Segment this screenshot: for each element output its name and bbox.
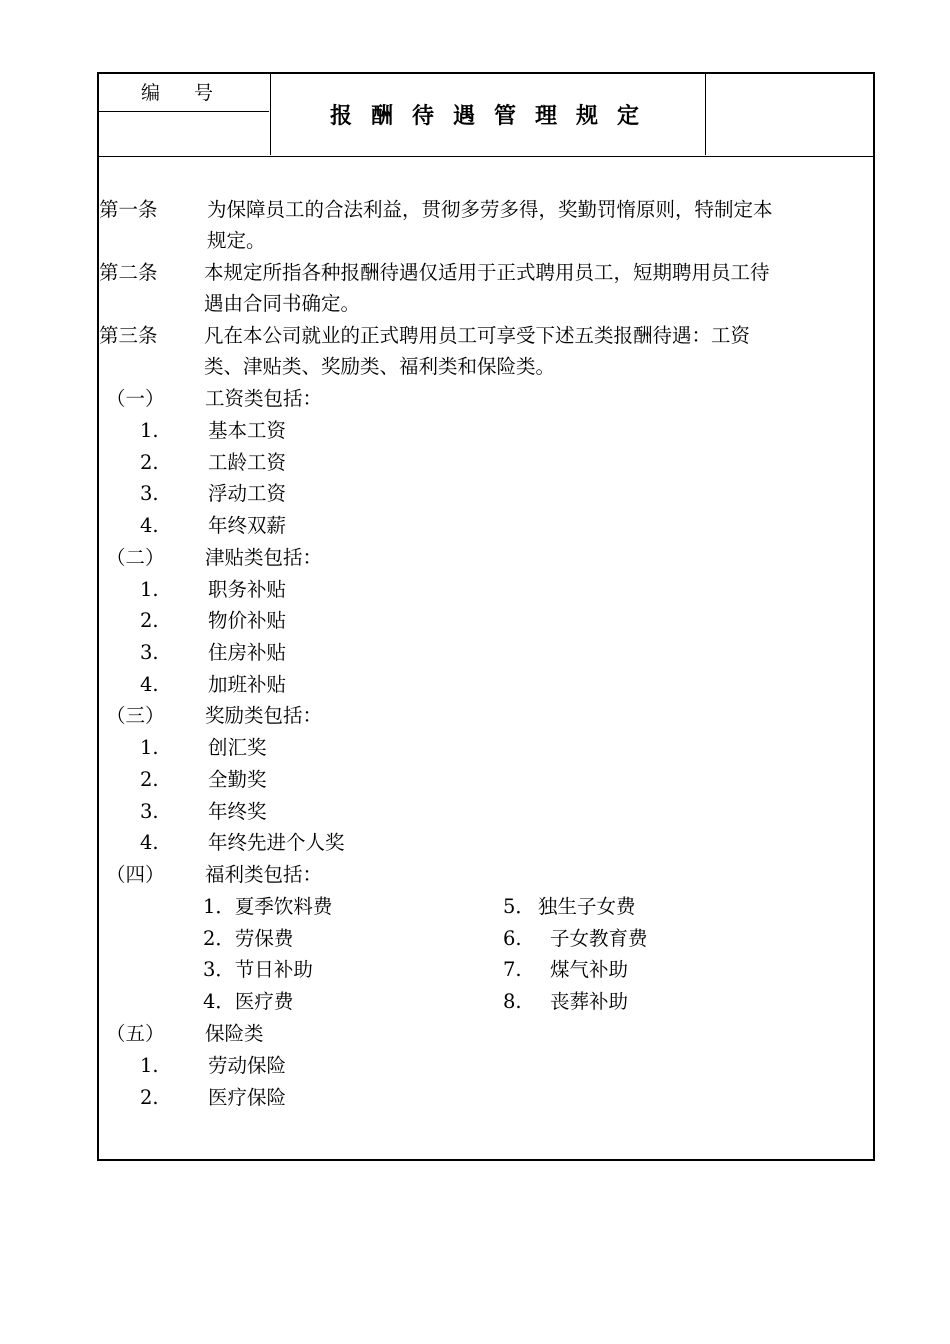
allowance-item-num: 1. [140, 578, 159, 601]
section-2-label: （二） [106, 546, 165, 569]
allowance-item-text: 物价补贴 [208, 609, 287, 632]
insurance-item-text: 医疗保险 [208, 1086, 287, 1109]
insurance-item-num: 1. [140, 1054, 159, 1077]
welfare-item-left: 3．节日补助 [203, 958, 313, 981]
article-1-label: 第一条 [99, 198, 158, 221]
article-1-text-line2: 规定。 [207, 229, 266, 252]
article-2-text-line1: 本规定所指各种报酬待遇仅适用于正式聘用员工，短期聘用员工待 [204, 261, 770, 284]
allowance-item-num: 4. [140, 673, 159, 696]
section-1-label: （一） [106, 387, 165, 410]
wage-item-num: 4. [140, 514, 159, 537]
welfare-item-right-text: 丧葬补助 [550, 990, 629, 1013]
wage-item-num: 3. [140, 482, 159, 505]
allowance-item-num: 2. [140, 609, 159, 632]
bonus-item-num: 2. [140, 768, 159, 791]
allowance-item-num: 3. [140, 641, 159, 664]
section-4-label: （四） [106, 863, 165, 886]
welfare-item-right-text: 子女教育费 [550, 927, 648, 950]
section-5-title: 保险类 [205, 1022, 264, 1045]
welfare-item-left: 4．医疗费 [203, 990, 294, 1013]
welfare-item-left: 1．夏季饮料费 [203, 895, 333, 918]
article-3-label: 第三条 [99, 324, 158, 347]
section-5-label: （五） [106, 1022, 165, 1045]
insurance-item-num: 2. [140, 1086, 159, 1109]
section-1-title: 工资类包括： [205, 387, 323, 410]
allowance-item-text: 职务补贴 [208, 578, 287, 601]
bonus-item-num: 1. [140, 736, 159, 759]
wage-item-text: 年终双薪 [208, 514, 287, 537]
bonus-item-text: 创汇奖 [208, 736, 267, 759]
section-2-title: 津贴类包括： [205, 546, 323, 569]
insurance-item-text: 劳动保险 [208, 1054, 287, 1077]
wage-item-num: 1. [140, 419, 159, 442]
number-label: 编号 [99, 74, 269, 112]
article-1-text-line1: 为保障员工的合法利益，贯彻多劳多得，奖勤罚惰原则，特制定本 [207, 198, 773, 221]
wage-item-text: 基本工资 [208, 419, 287, 442]
welfare-item-right-num: 6. [503, 927, 522, 950]
allowance-item-text: 加班补贴 [208, 673, 287, 696]
article-2-label: 第二条 [99, 261, 158, 284]
document-header [99, 74, 873, 157]
bonus-item-text: 全勤奖 [208, 768, 267, 791]
number-cell [99, 74, 271, 155]
welfare-item-right-num: 7. [503, 958, 522, 981]
section-3-title: 奖励类包括： [205, 704, 323, 727]
bonus-item-text: 年终先进个人奖 [208, 831, 345, 854]
article-3-text-line1: 凡在本公司就业的正式聘用员工可享受下述五类报酬待遇：工资 [204, 324, 751, 347]
welfare-item-right-num: 5． [503, 895, 535, 918]
bonus-item-text: 年终奖 [208, 800, 267, 823]
welfare-item-right-text: 独生子女费 [538, 895, 636, 918]
document-title: 报酬待遇管理规定 [271, 74, 706, 155]
allowance-item-text: 住房补贴 [208, 641, 287, 664]
bonus-item-num: 3. [140, 800, 159, 823]
section-4-title: 福利类包括： [205, 863, 323, 886]
article-2-text-line2: 遇由合同书确定。 [204, 292, 361, 315]
welfare-item-left: 2．劳保费 [203, 927, 294, 950]
wage-item-text: 浮动工资 [208, 482, 287, 505]
section-3-label: （三） [106, 704, 165, 727]
welfare-item-right-text: 煤气补助 [550, 958, 629, 981]
bonus-item-num: 4. [140, 831, 159, 854]
wage-item-num: 2. [140, 451, 159, 474]
article-3-text-line2: 类、津贴类、奖励类、福利类和保险类。 [204, 355, 556, 378]
wage-item-text: 工龄工资 [208, 451, 287, 474]
welfare-item-right-num: 8. [503, 990, 522, 1013]
